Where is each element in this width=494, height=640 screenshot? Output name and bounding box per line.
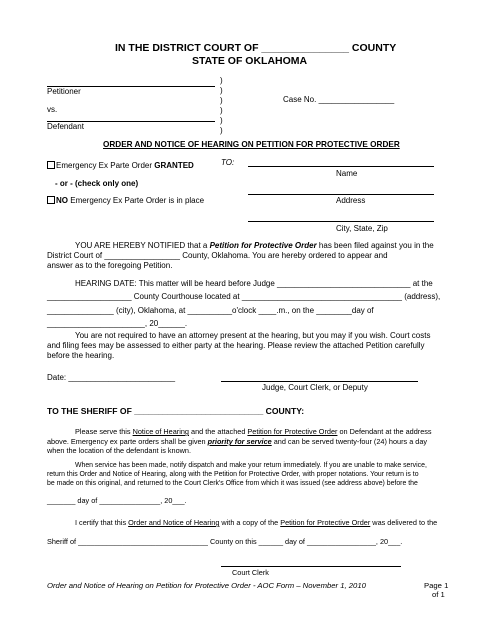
no-order-text: Emergency Ex Parte Order is in place	[70, 196, 205, 205]
page-number: Page 1	[424, 581, 449, 590]
state-heading: STATE OF OKLAHOMA	[192, 55, 308, 67]
clerk-signature-line[interactable]	[221, 566, 401, 567]
granted-option[interactable]	[47, 161, 194, 170]
caption-paren: )	[220, 76, 223, 85]
attorney-line-3: before the hearing.	[47, 351, 115, 360]
hearing-line-4[interactable]: ______________________, 20______.	[47, 319, 188, 328]
serve-petition-ref: Petition for Protective Order	[247, 427, 338, 436]
attorney-line-2: and filing fees may be assessed to either party at the hearing. Please review the attached Petition carefully	[47, 341, 425, 350]
no-bold: NO	[56, 196, 68, 205]
certify-text: I certify that this	[75, 518, 129, 527]
certify-line	[75, 518, 437, 527]
caption-paren: )	[220, 116, 223, 125]
certify-order-ref: Order and Notice of Hearing	[128, 518, 220, 527]
to-label: TO:	[221, 158, 235, 167]
notice-line-1	[75, 241, 434, 250]
serve-notice-ref: Notice of Hearing	[132, 427, 189, 436]
granted-bold: GRANTED	[154, 161, 194, 170]
granted-checkbox[interactable]	[47, 161, 55, 169]
petitioner-label: Petitioner	[47, 87, 81, 96]
caption-paren: )	[220, 106, 223, 115]
clerk-label: Court Clerk	[232, 568, 269, 577]
sheriff-delivery-field[interactable]: Sheriff of ________________________________ County on this ______ day of _________________, 20___.	[47, 537, 403, 546]
city-line[interactable]	[248, 221, 434, 222]
serve-text: Please serve this	[75, 427, 133, 436]
return-line-2: return this Order and Notice of Hearing, along with the Petition for Protective Order, with proper notations. Your return is to	[47, 471, 419, 478]
priority-emphasis: priority for service	[207, 437, 272, 446]
name-line[interactable]	[248, 166, 434, 167]
serve-text: and the attached	[188, 427, 248, 436]
granted-text: Emergency Ex Parte Order	[56, 161, 153, 170]
certify-text: was delivered to the	[370, 518, 438, 527]
serve-text: on Defendant at the address	[337, 427, 432, 436]
caption-paren: )	[220, 96, 223, 105]
certify-text: with a copy of the	[219, 518, 281, 527]
page-total: of 1	[432, 590, 445, 599]
no-order-checkbox[interactable]	[47, 196, 55, 204]
judge-signature-line[interactable]	[221, 381, 418, 382]
address-label: Address	[336, 196, 366, 205]
vs-label: vs.	[47, 105, 58, 114]
serve-line-1	[75, 427, 432, 436]
no-order-option[interactable]	[47, 196, 204, 205]
hearing-line-1[interactable]: HEARING DATE: This matter will be heard before Judge ______________________________ at the	[75, 279, 433, 288]
court-heading: IN THE DISTRICT COURT OF _______________ COUNTY	[115, 42, 397, 54]
serve-line-2	[47, 437, 427, 446]
hearing-line-3[interactable]: _______________ (city), Oklahoma, at __________o'clock ____.m., on the ________day of	[47, 306, 374, 315]
footer-form-title: Order and Notice of Hearing on Petition for Protective Order - AOC Form – November 1, 2010	[47, 581, 366, 590]
notice-line-2: District Court of _________________ County, Oklahoma. You are hereby ordered to appear and	[47, 251, 388, 260]
caption-paren: )	[220, 126, 223, 135]
notice-text: YOU ARE HEREBY NOTIFIED that a	[75, 241, 210, 250]
serve-text: above. Emergency ex parte orders shall be given	[47, 437, 208, 446]
notice-petition-emphasis: Petition for Protective Order	[209, 241, 317, 250]
name-label: Name	[336, 169, 358, 178]
caption-paren: )	[220, 86, 223, 95]
judge-label: Judge, Court Clerk, or Deputy	[262, 383, 368, 392]
sheriff-heading[interactable]: TO THE SHERIFF OF ___________________________ COUNTY:	[47, 406, 305, 416]
serve-text: and can be served twenty-four (24) hours a day	[271, 437, 428, 446]
return-day-field[interactable]: _______ day of _______________, 20___.	[47, 496, 187, 505]
date-field[interactable]: Date: ________________________	[47, 373, 176, 382]
form-title: ORDER AND NOTICE OF HEARING ON PETITION FOR PROTECTIVE ORDER	[103, 140, 400, 149]
return-line-3: be made on this original, and returned to the Court Clerk's Office from which it was issued (see address above) before the	[47, 480, 418, 487]
certify-petition-ref: Petition for Protective Order	[280, 518, 371, 527]
defendant-label: Defendant	[47, 122, 84, 131]
address-line[interactable]	[248, 194, 434, 195]
city-label: City, State, Zip	[336, 224, 388, 233]
case-number-field[interactable]: Case No. _________________	[283, 95, 395, 104]
hearing-line-2[interactable]: ___________________ County Courthouse located at ____________________________________ (address),	[47, 292, 441, 301]
notice-text: has been filed against you in the	[316, 241, 434, 250]
or-label: - or - (check only one)	[55, 179, 139, 188]
return-line-1: When service has been made, notify dispatch and make your return immediately. If you are unable to make service,	[75, 462, 427, 469]
attorney-line-1: You are not required to have an attorney present at the hearing, but you may if you wish. Court costs	[75, 331, 431, 340]
notice-line-3: answer as to the foregoing Petition.	[47, 261, 173, 270]
serve-line-3: when the location of the defendant is known.	[47, 446, 192, 455]
